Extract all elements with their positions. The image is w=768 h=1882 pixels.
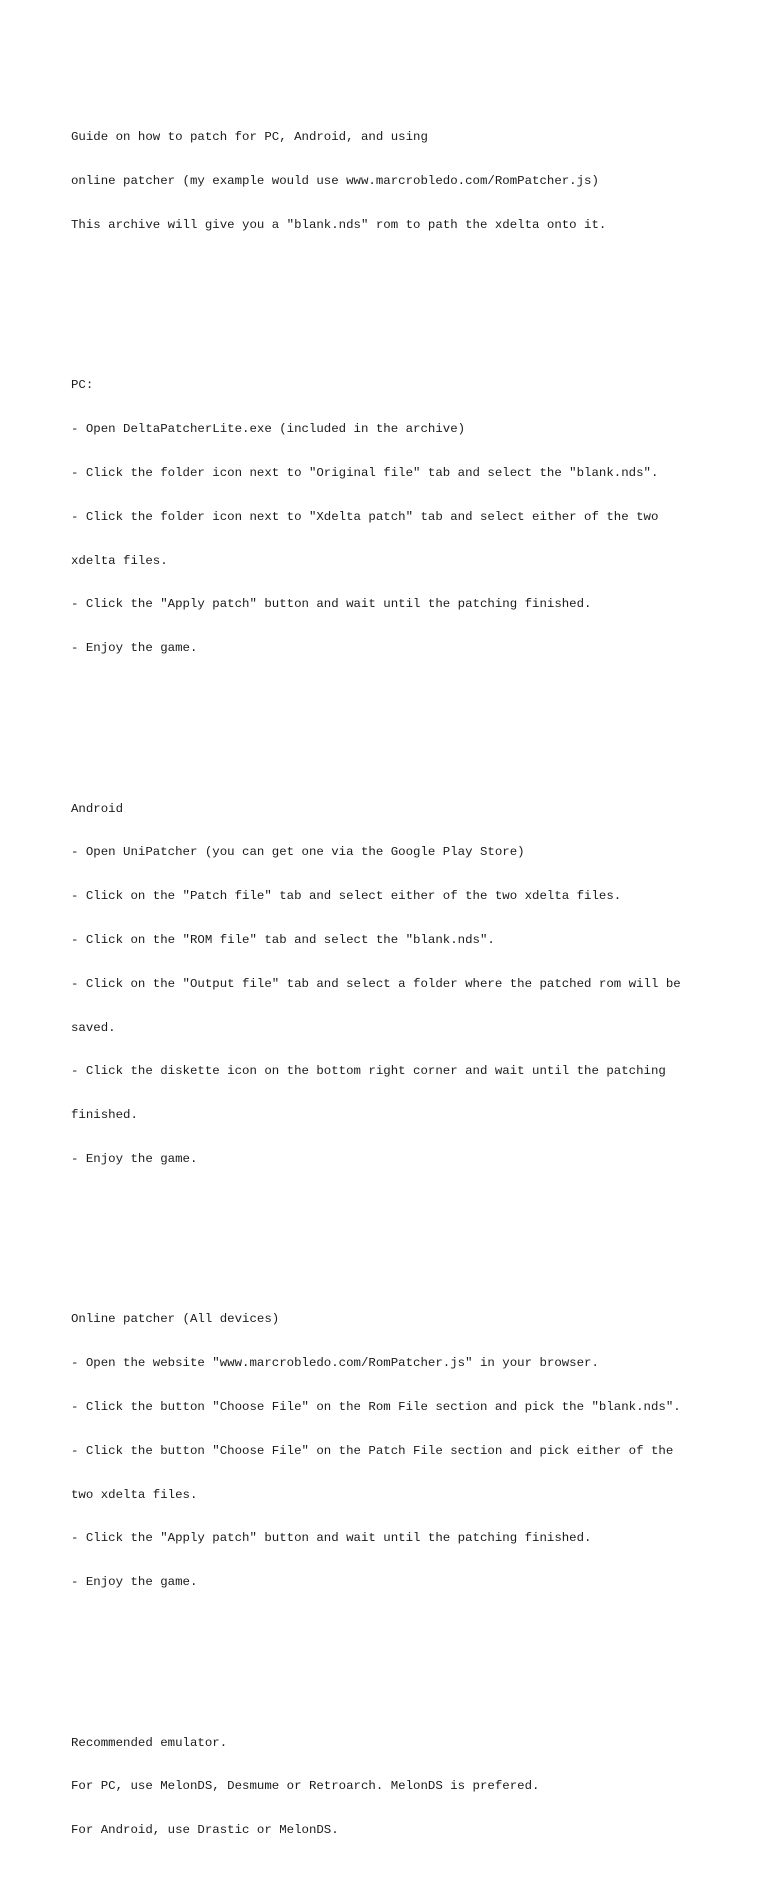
android-section: [71, 773, 751, 1196]
android-step: - Open UniPatcher (you can get one via the Google Play Store): [71, 845, 525, 860]
intro-line: online patcher (my example would use www.marcrobledo.com/RomPatcher.js): [71, 174, 599, 189]
online-step: - Click the button "Choose File" on the Rom File section and pick the "blank.nds".: [71, 1400, 681, 1415]
emulator-section: [71, 1707, 751, 1868]
android-step: - Click on the "ROM file" tab and select the "blank.nds".: [71, 933, 495, 948]
android-step: saved.: [71, 1020, 116, 1035]
intro-line: Guide on how to patch for PC, Android, and using: [71, 130, 428, 145]
android-step: - Enjoy the game.: [71, 1151, 198, 1166]
online-step: - Open the website "www.marcrobledo.com/RomPatcher.js" in your browser.: [71, 1356, 599, 1371]
online-step: - Enjoy the game.: [71, 1575, 198, 1590]
intro-section: [71, 101, 751, 262]
online-section: [71, 1283, 751, 1619]
pc-step: - Open DeltaPatcherLite.exe (included in the archive): [71, 422, 466, 437]
pc-step: - Click the "Apply patch" button and wait until the patching finished.: [71, 597, 592, 612]
pc-step: - Click the folder icon next to "Original file" tab and select the "blank.nds".: [71, 466, 659, 481]
pc-step: - Click the folder icon next to "Xdelta patch" tab and select either of the two: [71, 509, 659, 524]
android-step: - Click on the "Patch file" tab and select either of the two xdelta files.: [71, 889, 622, 904]
emulator-line: For PC, use MelonDS, Desmume or Retroarch. MelonDS is prefered.: [71, 1779, 540, 1794]
online-step: - Click the button "Choose File" on the Patch File section and pick either of the: [71, 1443, 674, 1458]
android-step: - Click on the "Output file" tab and select a folder where the patched rom will be: [71, 976, 681, 991]
emulator-line: For Android, use Drastic or MelonDS.: [71, 1823, 339, 1838]
online-heading: Online patcher (All devices): [71, 1312, 280, 1327]
online-step: - Click the "Apply patch" button and wait until the patching finished.: [71, 1531, 592, 1546]
intro-line: This archive will give you a "blank.nds" rom to path the xdelta onto it.: [71, 217, 607, 232]
pc-heading: PC:: [71, 378, 94, 393]
pc-step: xdelta files.: [71, 553, 168, 568]
android-step: - Click the diskette icon on the bottom right corner and wait until the patching: [71, 1064, 666, 1079]
document-page: [71, 72, 751, 1882]
pc-step: - Enjoy the game.: [71, 641, 198, 656]
spacer: [71, 291, 751, 306]
android-heading: Android: [71, 801, 124, 816]
emulator-heading: Recommended emulator.: [71, 1735, 228, 1750]
android-step: finished.: [71, 1108, 138, 1123]
spacer: [71, 1225, 751, 1240]
pc-section: [71, 349, 751, 685]
online-step: two xdelta files.: [71, 1487, 198, 1502]
spacer: [71, 714, 751, 729]
spacer: [71, 1648, 751, 1663]
